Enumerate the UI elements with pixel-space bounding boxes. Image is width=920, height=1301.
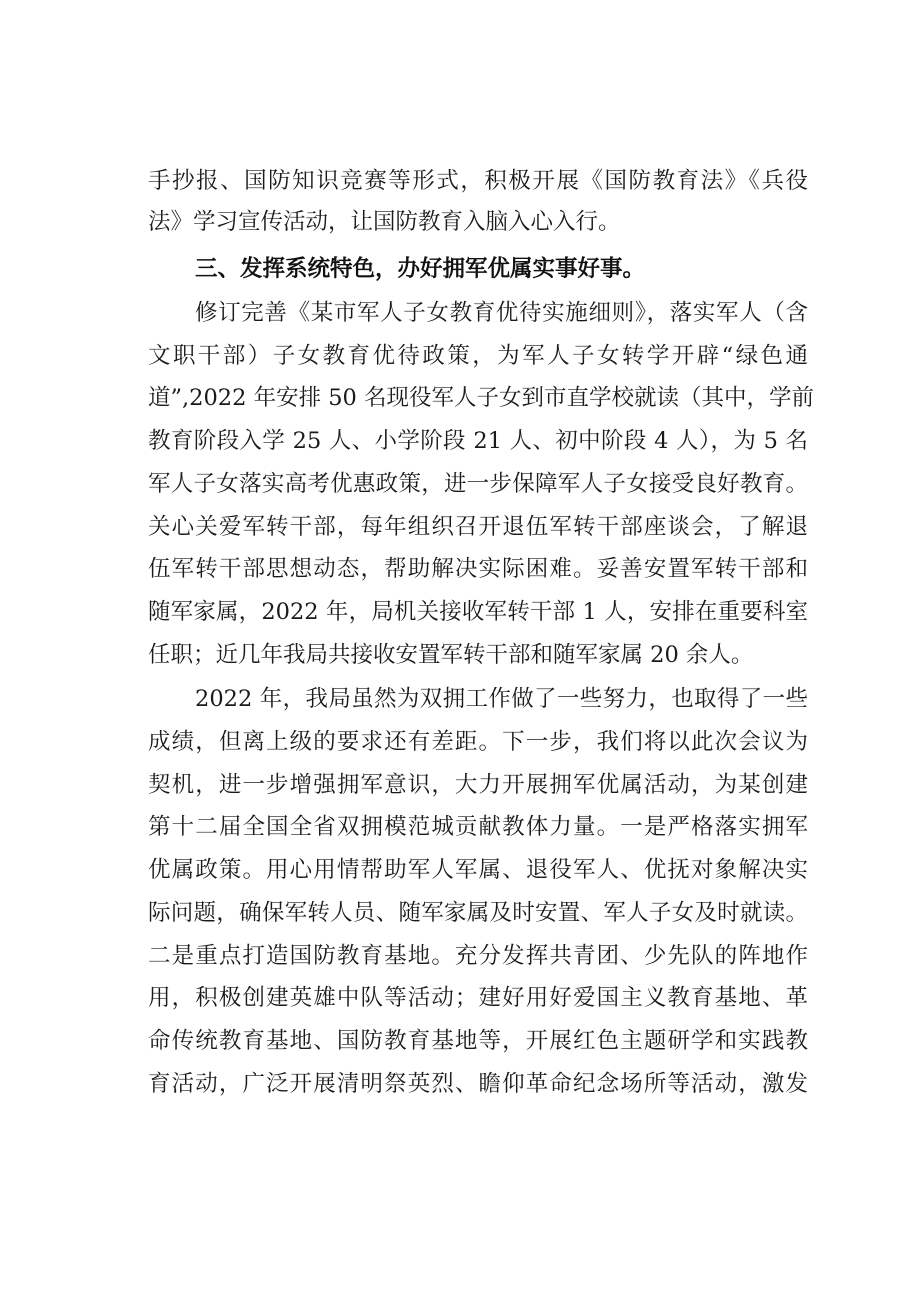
paragraph-3-line-3: 契机，进一步增强拥军意识，大力开展拥军优属活动，为某创建 bbox=[148, 772, 808, 798]
paragraph-2-line-2: 文职干部）子女教育优待政策，为军人子女转学开辟“绿色通 bbox=[148, 343, 808, 369]
paragraph-3-line-6: 际问题，确保军转人员、随军家属及时安置、军人子女及时就读。 bbox=[148, 900, 808, 926]
paragraph-3-line-7: 二是重点打造国防教育基地。充分发挥共青团、少先队的阵地作 bbox=[148, 943, 808, 969]
paragraph-2-line-9: 任职；近几年我局共接收安置军转干部和随军家属 20 余人。 bbox=[148, 642, 754, 668]
paragraph-2-line-1: 修订完善《某市军人子女教育优待实施细则》，落实军人（含 bbox=[195, 300, 808, 326]
paragraph-3-line-1: 2022 年，我局虽然为双拥工作做了一些努力，也取得了一些 bbox=[195, 686, 808, 712]
paragraph-3-line-9: 命传统教育基地、国防教育基地等，开展红色主题研学和实践教 bbox=[148, 1028, 808, 1054]
paragraph-3-line-2: 成绩，但离上级的要求还有差距。下一步，我们将以此次会议为 bbox=[148, 729, 808, 755]
paragraph-3-line-8: 用，积极创建英雄中队等活动；建好用好爱国主义教育基地、革 bbox=[148, 985, 808, 1011]
paragraph-3-line-5: 优属政策。用心用情帮助军人军属、退役军人、优抚对象解决实 bbox=[148, 857, 808, 883]
paragraph-2-line-8: 随军家属，2022 年，局机关接收军转干部 1 人，安排在重要科室 bbox=[148, 599, 808, 625]
paragraph-2-line-6: 关心关爱军转干部，每年组织召开退伍军转干部座谈会，了解退 bbox=[148, 514, 808, 540]
section-heading: 三、发挥系统特色，办好拥军优属实事好事。 bbox=[195, 256, 646, 282]
paragraph-3-line-4: 第十二届全国全省双拥模范城贡献教体力量。一是严格落实拥军 bbox=[148, 814, 808, 840]
paragraph-2-line-7: 伍军转干部思想动态，帮助解决实际困难。妥善安置军转干部和 bbox=[148, 556, 808, 582]
paragraph-2-line-3: 道”,2022 年安排 50 名现役军人子女到市直学校就读（其中，学前 bbox=[148, 385, 815, 411]
paragraph-2-line-5: 军人子女落实高考优惠政策，进一步保障军人子女接受良好教育。 bbox=[148, 471, 808, 497]
paragraph-1-line-1: 手抄报、国防知识竞赛等形式，积极开展《国防教育法》《兵役 bbox=[148, 168, 808, 194]
paragraph-1-line-2: 法》学习宣传活动，让国防教育入脑入心入行。 bbox=[148, 209, 621, 235]
paragraph-3-line-10: 育活动，广泛开展清明祭英烈、瞻仰革命纪念场所等活动，激发 bbox=[148, 1071, 808, 1097]
paragraph-2-line-4: 教育阶段入学 25 人、小学阶段 21 人、初中阶段 4 人），为 5 名 bbox=[148, 428, 808, 454]
